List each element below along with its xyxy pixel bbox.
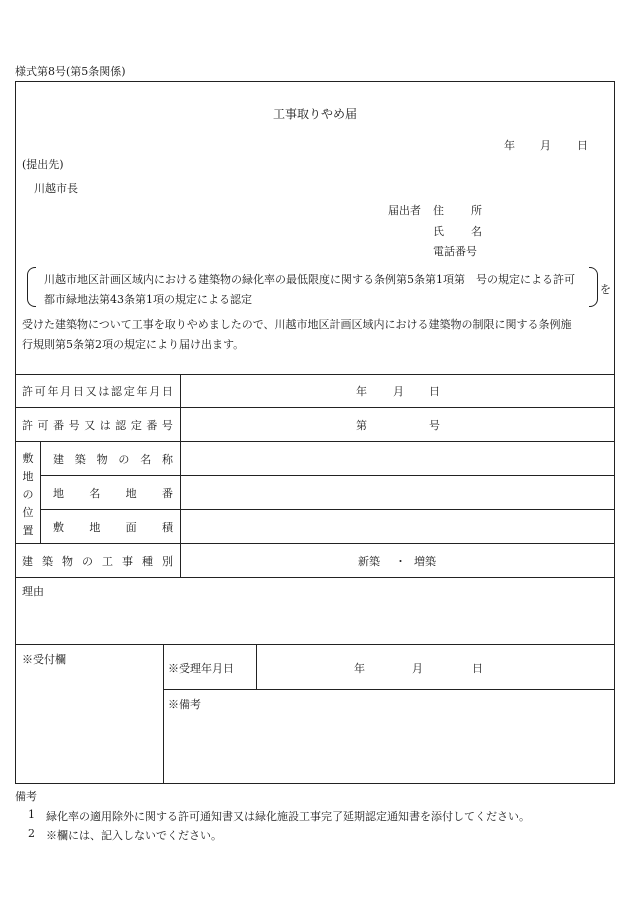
addressee-name: 川越市長 [34, 182, 78, 195]
site-area-label: 敷 地 面 積 [53, 521, 173, 534]
table-top-line [15, 374, 615, 375]
work-type-new: 新築 [358, 555, 380, 568]
work-type-label: 建 築 物 の 工 事 種 別 [22, 555, 173, 568]
lot-number-label: 地 名 地 番 [53, 487, 173, 500]
building-name-label: 建 築 物 の 名 称 [53, 453, 173, 466]
row-line [15, 543, 615, 544]
permit-number-label: 許 可 番 号 又 は 認 定 番 号 [22, 419, 173, 432]
address-label: 住 所 [433, 204, 482, 217]
received-date-month: 月 [412, 662, 423, 675]
row-line [40, 475, 615, 476]
statement-wo: を [600, 283, 611, 296]
row-line [40, 509, 615, 510]
permit-number-suffix: 号 [429, 419, 440, 432]
notifier-label: 届出者 [388, 204, 421, 217]
column-line [40, 441, 41, 543]
date-year: 年 [504, 139, 515, 152]
reception-label: ※受付欄 [22, 653, 66, 666]
name-label: 氏 名 [433, 225, 482, 238]
row-line [15, 441, 615, 442]
row-line [163, 689, 615, 690]
received-date-day: 日 [472, 662, 483, 675]
site-location-group-label: 敷地の位置 [22, 452, 34, 537]
date-day: 日 [577, 139, 588, 152]
work-type-extension: 増築 [414, 555, 436, 568]
permit-date-label: 許 可 年 月 日 又 は 認 定 年 月 日 [22, 385, 173, 398]
received-date-label: ※受理年月日 [168, 662, 234, 675]
permit-date-year: 年 [356, 385, 367, 398]
permit-date-day: 日 [429, 385, 440, 398]
phone-label: 電話番号 [433, 245, 477, 258]
date-month: 月 [540, 139, 551, 152]
statement-body-line1: 受けた建築物について工事を取りやめましたので、川越市地区計画区域内における建築物の制限に関する条例施 [22, 318, 572, 331]
note-1-text: 緑化率の適用除外に関する許可通知書又は緑化施設工事完了延期認定通知書を添付してください。 [46, 810, 530, 823]
statement-option-certification: 都市緑地法第43条第1項の規定による認定 [44, 293, 252, 306]
reason-label: 理由 [22, 585, 44, 598]
row-line [15, 577, 615, 578]
note-2-number: 2 [28, 827, 35, 840]
received-date-year: 年 [354, 662, 365, 675]
notes-label: 備考 [15, 790, 37, 803]
row-line [15, 407, 615, 408]
column-line [163, 644, 164, 784]
column-line [256, 644, 257, 689]
left-bracket [27, 267, 36, 307]
permit-number-prefix: 第 [356, 419, 367, 432]
statement-body-line2: 行規則第5条第2項の規定により届け出ます。 [22, 338, 245, 351]
form-number: 様式第8号(第5条関係) [15, 65, 126, 78]
row-line [15, 644, 615, 645]
note-2-text: ※欄には、記入しないでください。 [46, 829, 222, 842]
statement-option-permit: 川越市地区計画区域内における建築物の緑化率の最低限度に関する条例第5条第1項第 号の規定による許可 [44, 273, 575, 286]
column-line [180, 374, 181, 577]
reception-remarks-label: ※備考 [168, 698, 201, 711]
form-title: 工事取りやめ届 [272, 107, 357, 121]
right-bracket [589, 267, 598, 307]
work-type-dot: ・ [395, 555, 406, 568]
permit-date-month: 月 [393, 385, 404, 398]
note-1-number: 1 [28, 808, 35, 821]
addressee-label: (提出先) [22, 158, 64, 171]
